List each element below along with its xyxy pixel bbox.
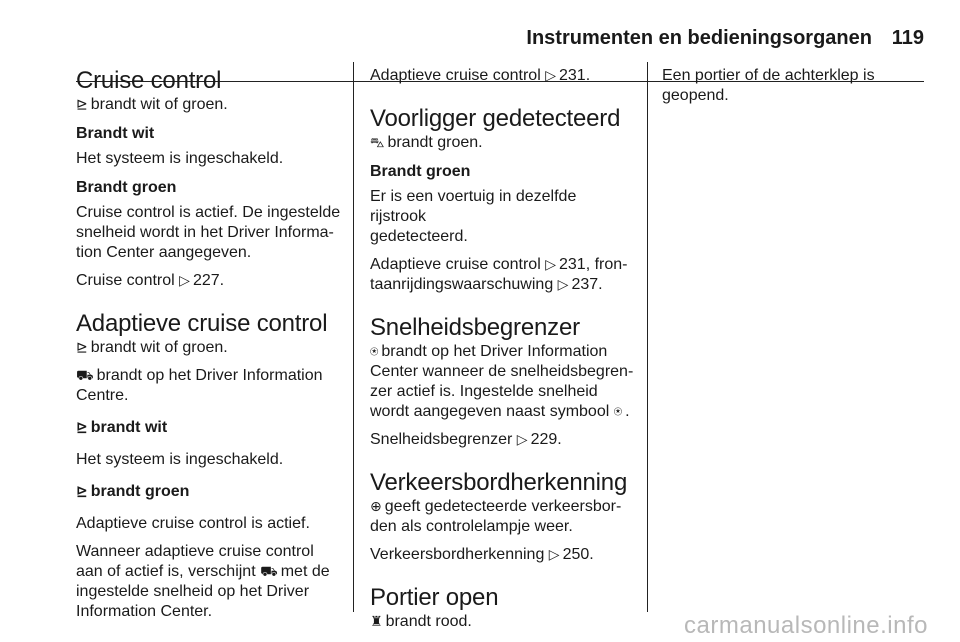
text: met de [280,563,330,580]
subheading-brandt-groen: Brandt groen [76,179,177,196]
page-ref: 231, fron- [559,256,628,273]
text: taanrijdingswaarschuwing [370,276,554,293]
page-ref: 227. [192,272,225,289]
speed-limiter-icon: ⍟ [370,344,379,360]
paragraph [370,187,636,247]
speed-limiter-icon: ⍟ [613,404,623,420]
paragraph [662,66,928,106]
paragraph [76,338,344,358]
text: brandt wit of groen. [90,339,228,356]
cruise-control-icon: ⊵ [76,97,88,113]
text: Adaptieve cruise control [370,67,541,84]
text-line: gedetecteerd. [370,228,468,245]
text-line: wordt aangegeven naast symbool [370,403,610,420]
cross-reference[interactable] [370,255,636,295]
car-icon: ⛍ [370,135,385,151]
cruise-control-icon: ⊵ [76,420,88,436]
subheading-acc-groen [76,482,344,502]
reference-arrow-icon: ▷ [179,273,190,289]
paragraph [76,366,344,406]
reference-arrow-icon: ▷ [545,257,556,273]
text-line: Information Center. [76,603,213,620]
text-line: Er is een voertuig in dezelfde rijstrook [370,188,577,225]
text-line: ingestelde snelheid op het Driver [76,583,310,600]
text-line: brandt op het Driver Information [381,343,608,360]
traffic-sign-icon: ⊕ [370,499,382,515]
text: brandt groen. [387,134,483,151]
text: Snelheidsbegrenzer [370,431,513,448]
text-line: Een portier of de achterklep is [662,67,875,84]
reference-arrow-icon: ▷ [516,432,528,448]
cross-reference[interactable] [76,271,344,291]
text-line: brandt op het Driver Information [96,367,323,384]
heading-adaptive-cruise-control: Adaptieve cruise control [76,310,328,337]
subheading-brandt-groen: Brandt groen [370,163,471,180]
text: brandt wit [90,419,168,436]
paragraph [76,542,344,622]
paragraph [370,612,636,632]
page-header [76,27,924,55]
reference-arrow-icon: ▷ [557,277,569,293]
heading-cruise-control: Cruise control [76,67,222,94]
text: brandt groen [90,483,190,500]
page-ref: 237. [571,276,603,293]
cruise-control-icon: ⊵ [76,340,88,356]
subheading-brandt-wit: Brandt wit [76,125,155,142]
subheading-acc-wit [76,418,344,438]
page-title: Instrumenten en bedieningsorganen [526,27,872,49]
text: brandt wit of groen. [90,96,228,113]
text: Verkeersbordherkenning [370,546,545,563]
reference-arrow-icon: ▷ [545,68,556,84]
text-line: zer actief is. Ingestelde snelheid [370,383,598,400]
text-line: tion Center aangegeven. [76,244,252,261]
reference-arrow-icon: ▷ [548,547,560,563]
column-right [662,62,928,106]
heading-portier-open: Portier open [370,584,499,611]
paragraph [76,203,344,263]
paragraph: Het systeem is ingeschakeld. [76,150,284,167]
page-ref: 250. [562,546,594,563]
text: Cruise control [76,272,175,289]
door-open-icon: ♜ [370,614,383,630]
page-ref: 231. [559,67,591,84]
text-line: geeft gedetecteerde verkeersbor- [384,498,622,515]
page-ref: 229. [530,431,562,448]
column-left [76,62,344,622]
cross-reference[interactable] [370,66,636,86]
text-line: Cruise control is actief. De ingestelde [76,204,341,221]
paragraph: Het systeem is ingeschakeld. [76,451,284,468]
text: brandt rood. [385,613,472,630]
vehicle-ahead-icon: ⛟ [260,564,278,580]
text-line: Centre. [76,387,129,404]
vehicle-ahead-icon: ⛟ [76,368,94,384]
heading-voorligger: Voorligger gedetecteerd [370,105,621,132]
heading-snelheidsbegrenzer: Snelheidsbegrenzer [370,314,580,341]
text: Adaptieve cruise control [370,256,541,273]
paragraph: ⍟ brandt op het Driver Information Center wanneer de snelheidsbegren- zer actief is. Ingestelde snelheid wordt aangegeven naast symbool ⍟ . [370,343,634,420]
text-line: geopend. [662,87,729,104]
paragraph [76,95,344,115]
cruise-control-icon: ⊵ [76,484,88,500]
paragraph [370,133,636,153]
cross-reference[interactable] [370,430,636,450]
cross-reference[interactable] [370,545,636,565]
watermark: carmanualsonline.info [684,612,928,639]
page-number: 119 [891,27,924,49]
paragraph: Adaptieve cruise control is actief. [76,515,310,532]
column-divider [353,62,354,612]
column-divider [647,62,648,612]
paragraph [370,497,636,537]
column-middle [370,62,636,632]
text-line: Center wanneer de snelheidsbegren- [370,363,634,380]
text-line: aan of actief is, verschijnt [76,563,256,580]
text-line: den als controlelampje weer. [370,518,573,535]
heading-verkeersbordherkenning: Verkeersbordherkenning [370,469,628,496]
text-line: Wanneer adaptieve cruise control [76,543,314,560]
text-line: snelheid wordt in het Driver Informa- [76,224,334,241]
